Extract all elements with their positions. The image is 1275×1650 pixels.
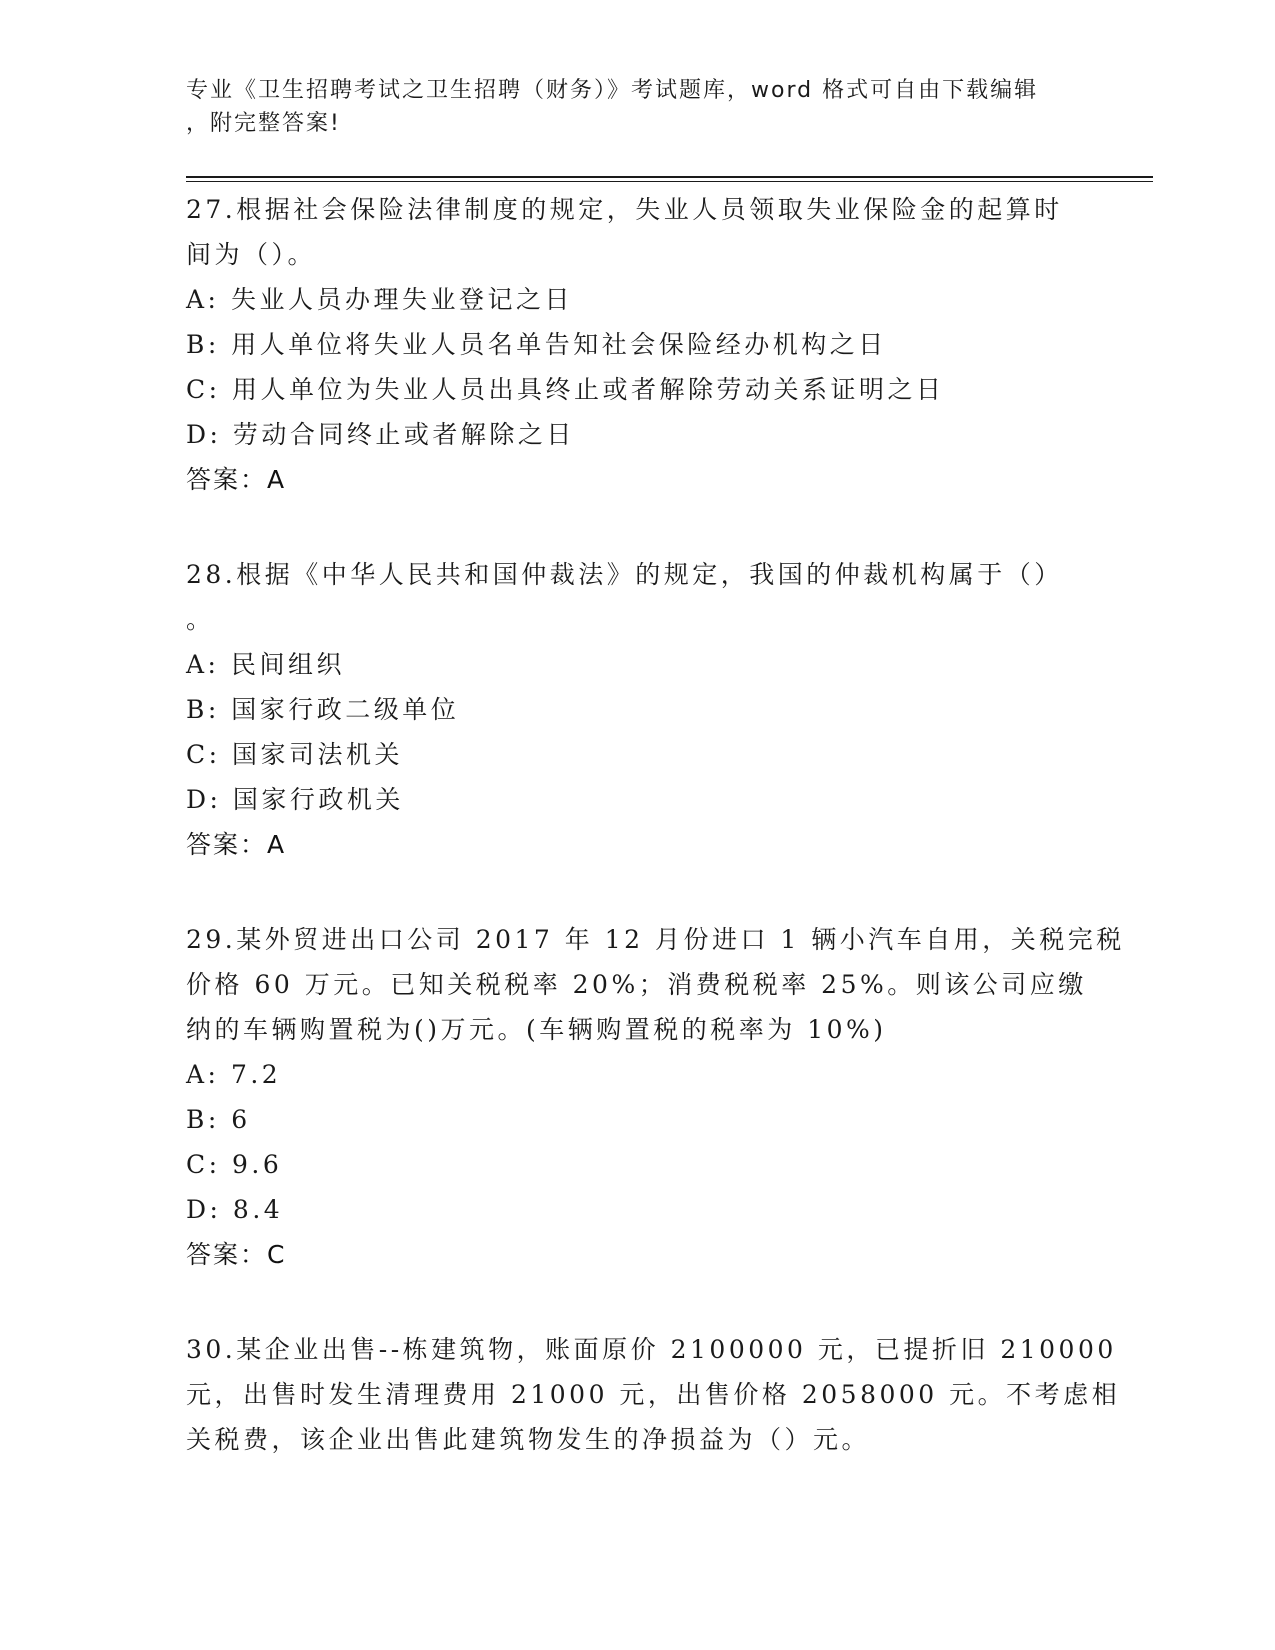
option-text: 用人单位为失业人员出具终止或者解除劳动关系证明之日 [232, 375, 945, 404]
stem-line: 28.根据《中华人民共和国仲裁法》的规定，我国的仲裁机构属于（） [186, 560, 1063, 589]
option-d [186, 412, 1086, 457]
answer-line: 答案：C [186, 1240, 287, 1269]
stem-line: 关税费，该企业出售此建筑物发生的净损益为（）元。 [186, 1425, 871, 1454]
option-c [186, 732, 1086, 777]
question-27 [186, 187, 1086, 502]
option-letter: C: [186, 375, 221, 404]
document-header [186, 74, 1066, 140]
option-d [186, 777, 1086, 822]
question-list [186, 187, 1125, 1512]
option-text: 8.4 [232, 1195, 284, 1224]
option-letter: B: [186, 695, 220, 724]
stem-line: 纳的车辆购置税为()万元。(车辆购置税的税率为 10%) [186, 1015, 887, 1044]
option-d [186, 1187, 1086, 1232]
option-letter: D: [186, 1195, 222, 1224]
question-28 [186, 552, 1086, 867]
header-line-1: 专业《卫生招聘考试之卫生招聘（财务）》考试题库，word 格式可自由下载编辑 [186, 78, 1039, 103]
option-letter: D: [186, 785, 222, 814]
answer-line: 答案：A [186, 465, 287, 494]
answer-line: 答案：A [186, 830, 287, 859]
option-b [186, 687, 1086, 732]
stem-line: 价格 60 万元。已知关税税率 20%；消费税税率 25%。则该公司应缴 [186, 970, 1087, 999]
option-b [186, 322, 1086, 367]
option-text: 国家司法机关 [232, 740, 404, 769]
option-letter: A: [186, 285, 220, 314]
option-letter: A: [186, 1060, 220, 1089]
option-a [186, 642, 1086, 687]
option-text: 9.6 [232, 1150, 283, 1179]
stem-line: 27.根据社会保险法律制度的规定，失业人员领取失业保险金的起算时 [186, 195, 1063, 224]
stem-line: 30.某企业出售--栋建筑物，账面原价 2100000 元，已提折旧 210000 [186, 1335, 1117, 1364]
option-text: 用人单位将失业人员名单告知社会保险经办机构之日 [231, 330, 887, 359]
option-b [186, 1097, 1086, 1142]
option-letter: A: [186, 650, 220, 679]
question-29 [186, 917, 1125, 1277]
option-letter: B: [186, 330, 220, 359]
header-line-2: ，附完整答案! [186, 111, 341, 136]
option-letter: B: [186, 1105, 220, 1134]
option-a [186, 277, 1086, 322]
option-text: 6 [231, 1105, 251, 1134]
question-stem [186, 552, 1086, 642]
question-stem [186, 187, 1086, 277]
header-divider-thin [186, 181, 1153, 182]
stem-line: 元，出售时发生清理费用 21000 元，出售价格 2058000 元。不考虑相 [186, 1380, 1121, 1409]
question-30 [186, 1327, 1121, 1462]
header-divider-thick [186, 176, 1153, 178]
option-text: 失业人员办理失业登记之日 [230, 285, 573, 314]
stem-line: 间为（）。 [186, 240, 317, 269]
option-text: 7.2 [230, 1060, 282, 1089]
question-stem [186, 1327, 1121, 1462]
option-text: 民间组织 [230, 650, 345, 679]
option-text: 劳动合同终止或者解除之日 [232, 420, 575, 449]
option-c [186, 1142, 1086, 1187]
stem-line: 。 [186, 605, 215, 634]
option-c [186, 367, 1086, 412]
stem-line: 29.某外贸进出口公司 2017 年 12 月份进口 1 辆小汽车自用，关税完税 [186, 925, 1125, 954]
option-letter: D: [186, 420, 222, 449]
option-letter: C: [186, 740, 221, 769]
option-a [186, 1052, 1086, 1097]
option-letter: C: [186, 1150, 221, 1179]
option-text: 国家行政机关 [232, 785, 404, 814]
question-stem [186, 917, 1125, 1052]
option-text: 国家行政二级单位 [231, 695, 460, 724]
